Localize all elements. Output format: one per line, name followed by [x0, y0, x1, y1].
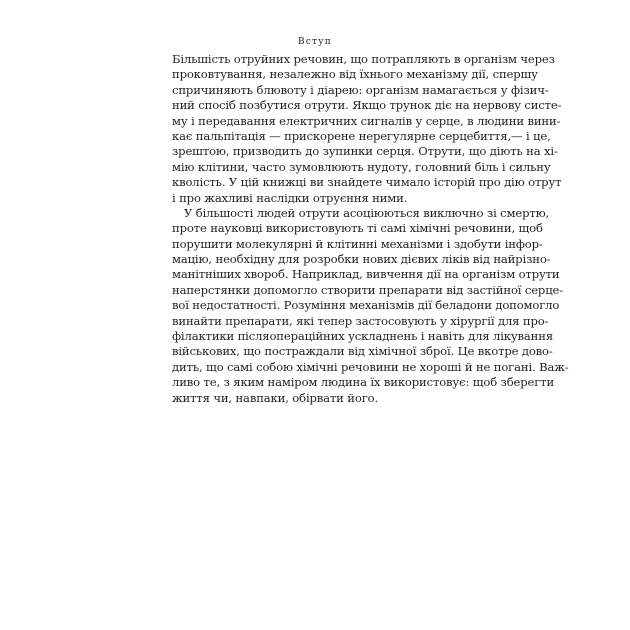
text-line: мію клітини, часто зумовлюють нудоту, головний біль і сильну: [172, 159, 551, 174]
text-line: ний спосіб позбутися отрути. Якщо трунок діє на нервову систе-: [172, 98, 562, 113]
text-line: кволість. У цій книжці ви знайдете чимало історій про дію отрут: [172, 175, 562, 190]
text-line: військових, що постраждали від хімічної зброї. Це вкотре дово-: [172, 344, 553, 359]
text-line: У більшості людей отрути асоціюються виключно зі смертю,: [184, 205, 550, 220]
text-line: вої недостатності. Розуміння механізмів дії беладони допомогло: [172, 298, 560, 313]
text-line: зрештою, призводить до зупинки серця. Отрути, що діють на хі-: [172, 144, 558, 159]
text-line: манітніших хвороб. Наприклад, вивчення дії на організм отрути: [172, 267, 560, 282]
text-line: і про жахливі наслідки отруєння ними.: [172, 190, 408, 205]
text-line: проковтування, незалежно від їхнього механізму дії, спершу: [172, 67, 538, 82]
text-line: Більшість отруйних речовин, що потрапляють в організм через: [172, 52, 555, 66]
text-line: наперстянки допомогло створити препарати від застійної серце-: [172, 282, 563, 297]
paragraph-2: [172, 205, 569, 406]
text-line: дить, що самі собою хімічні речовини не хороші й не погані. Важ-: [172, 359, 569, 374]
text-line: винайти препарати, які тепер застосовують у хірургії для про-: [172, 313, 549, 328]
text-line: проте науковці використовують ті самі хімічні речовини, щоб: [172, 221, 543, 236]
paragraph-1: [172, 52, 562, 206]
text-line: кає пальпітація — прискорене нерегулярне серцебиття,— і це,: [172, 128, 551, 143]
text-line: мацію, необхідну для розробки нових дієвих ліків від найрізно-: [172, 252, 551, 267]
text-line: філактики післяопераційних ускладнень і навіть для лікування: [172, 329, 554, 344]
text-line: порушити молекулярні й клітинні механізми і здобути інфор-: [172, 236, 543, 251]
text-line: му і передавання електричних сигналів у серце, в людини вини-: [172, 113, 561, 128]
running-head: Вступ: [298, 37, 332, 47]
text-line: спричиняють блювоту і діарею: організм намагається у фізич-: [172, 82, 549, 97]
text-line: ливо те, з яким наміром людина їх використовує: щоб зберегти: [172, 375, 555, 390]
text-line: життя чи, навпаки, обірвати його.: [172, 390, 378, 405]
body-text: [172, 52, 569, 406]
